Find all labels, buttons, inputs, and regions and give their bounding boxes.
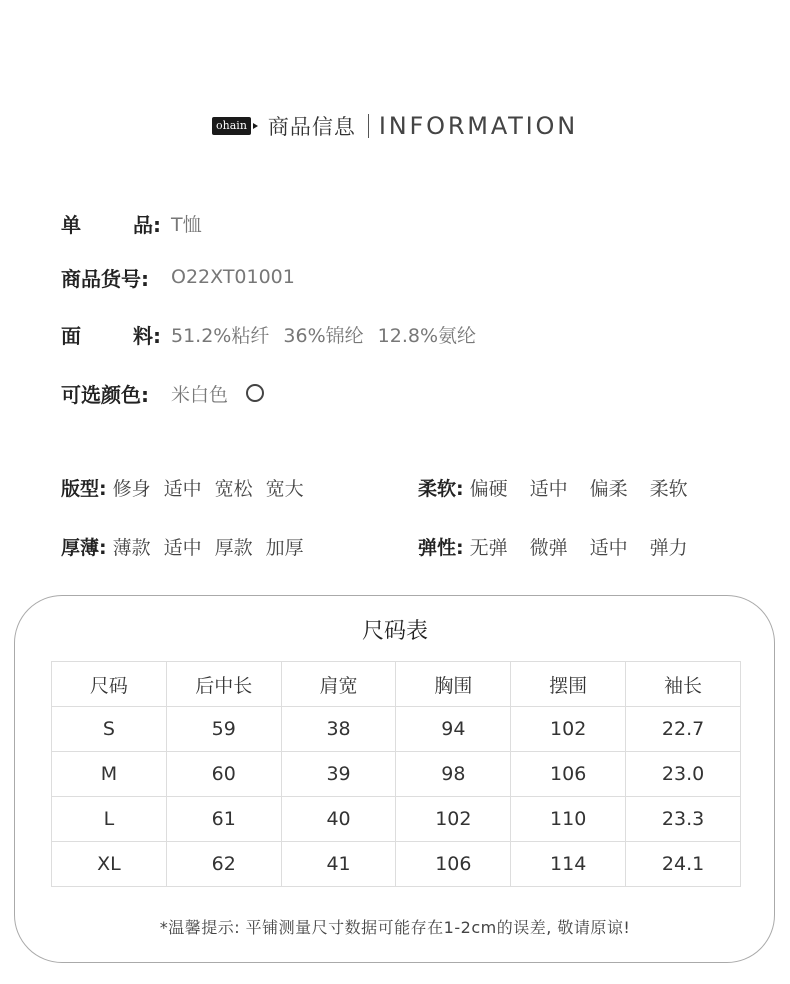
size-chart-cell: 41	[281, 842, 396, 887]
attr-softness-option: 偏硬	[469, 477, 508, 500]
info-label-sku: 商品货号:	[61, 266, 149, 291]
attr-softness	[418, 470, 710, 504]
attr-elasticity-option: 无弹	[469, 536, 508, 559]
header-divider	[368, 114, 369, 138]
attr-fit-option: 宽松	[214, 477, 253, 500]
size-chart-cell: 62	[166, 842, 281, 887]
info-value-color: 米白色	[171, 383, 229, 406]
size-chart-cell: 102	[396, 797, 511, 842]
attr-elasticity-option: 适中	[589, 536, 628, 559]
attr-elasticity-option: 弹力	[649, 536, 688, 559]
size-chart-cell: 22.7	[626, 707, 741, 752]
size-chart-cell: 94	[396, 707, 511, 752]
size-chart-cell: 106	[396, 842, 511, 887]
section-header	[0, 110, 790, 142]
size-chart-row	[52, 797, 741, 842]
size-chart-header-cell: 袖长	[626, 662, 741, 707]
play-arrow-icon	[253, 123, 258, 129]
attr-softness-label: 柔软:	[418, 477, 464, 500]
attr-fit-option: 宽大	[265, 477, 304, 500]
size-chart-cell: 39	[281, 752, 396, 797]
size-chart-cell: 98	[396, 752, 511, 797]
info-row-sku	[61, 262, 295, 292]
info-label-item-a: 单	[61, 212, 81, 237]
attr-fit	[61, 470, 317, 504]
attr-softness-option: 柔软	[649, 477, 688, 500]
attr-softness-option: 偏柔	[589, 477, 628, 500]
info-row-color	[61, 378, 264, 408]
header-title-cn: 商品信息	[267, 115, 356, 139]
info-value-item: T恤	[171, 213, 202, 236]
size-chart-cell: 110	[511, 797, 626, 842]
size-chart-cell: 106	[511, 752, 626, 797]
attr-fit-option: 修身	[112, 477, 151, 500]
attr-thickness-option: 厚款	[214, 536, 253, 559]
brand-logo-text: ohain	[212, 117, 251, 135]
size-chart-table	[51, 661, 741, 887]
attr-thickness	[61, 529, 317, 563]
size-chart-cell: 102	[511, 707, 626, 752]
size-chart-cell: M	[52, 752, 167, 797]
size-chart-cell: 23.0	[626, 752, 741, 797]
info-label-item-b: 品:	[133, 212, 161, 237]
size-chart-cell: XL	[52, 842, 167, 887]
size-chart-header-cell: 胸围	[396, 662, 511, 707]
attr-thickness-option: 薄款	[112, 536, 151, 559]
size-chart-cell: 24.1	[626, 842, 741, 887]
size-chart-header-cell: 后中长	[166, 662, 281, 707]
size-chart-cell: 40	[281, 797, 396, 842]
info-label-item	[61, 209, 161, 238]
size-chart-title: 尺码表	[361, 619, 428, 644]
info-label-fabric-b: 料:	[133, 323, 161, 348]
attr-fit-option-selected: 适中	[164, 474, 202, 501]
size-chart-cell: 60	[166, 752, 281, 797]
info-label-fabric-a: 面	[61, 323, 81, 348]
size-chart-cell: 59	[166, 707, 281, 752]
info-value-sku: O22XT01001	[171, 266, 295, 288]
size-chart-row	[52, 707, 741, 752]
size-chart-row	[52, 752, 741, 797]
attr-thickness-option-selected: 适中	[164, 533, 202, 560]
size-chart-cell: 38	[281, 707, 396, 752]
info-value-fabric: 51.2%粘纤 36%锦纶 12.8%氨纶	[171, 324, 477, 347]
attr-fit-label: 版型:	[61, 477, 107, 500]
size-chart-header-row	[52, 662, 741, 707]
size-chart-header-cell: 摆围	[511, 662, 626, 707]
size-chart-header-cell: 尺码	[52, 662, 167, 707]
size-chart-cell: S	[52, 707, 167, 752]
attr-elasticity-label: 弹性:	[418, 536, 464, 559]
attr-softness-option-selected: 适中	[530, 474, 568, 501]
size-chart-row	[52, 842, 741, 887]
attr-elasticity-option-selected: 微弹	[530, 533, 568, 560]
size-chart-header-cell: 肩宽	[281, 662, 396, 707]
size-chart-cell: 61	[166, 797, 281, 842]
info-label-fabric	[61, 320, 161, 349]
info-row-fabric	[61, 319, 476, 349]
size-chart-note: *温馨提示: 平铺测量尺寸数据可能存在1-2cm的误差, 敬请原谅!	[159, 918, 631, 937]
size-chart-cell: 23.3	[626, 797, 741, 842]
size-chart-cell: L	[52, 797, 167, 842]
header-title-en: INFORMATION	[378, 112, 578, 140]
color-swatch-icon	[246, 384, 264, 402]
attr-elasticity	[418, 529, 710, 563]
size-chart-cell: 114	[511, 842, 626, 887]
attr-thickness-option: 加厚	[265, 536, 304, 559]
info-row-item	[61, 208, 202, 238]
brand-logo	[212, 117, 258, 135]
attr-thickness-label: 厚薄:	[61, 536, 107, 559]
info-label-color: 可选颜色:	[61, 382, 149, 407]
